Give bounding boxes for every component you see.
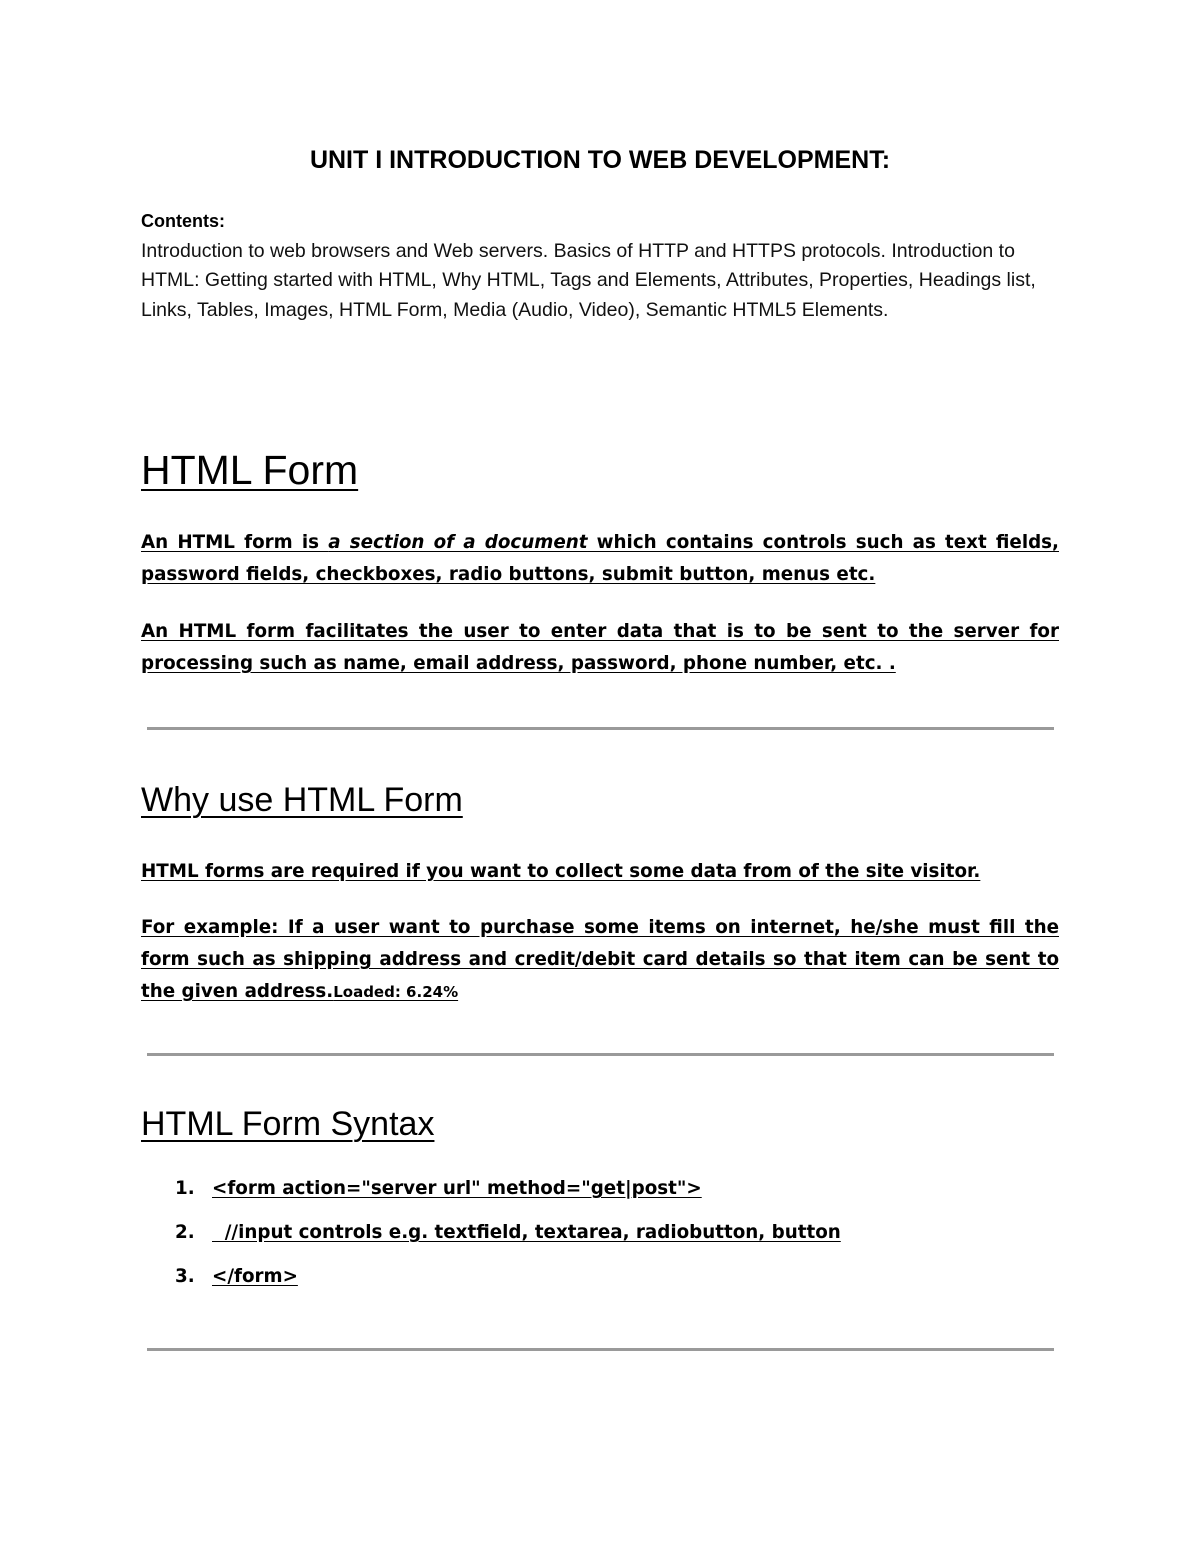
horizontal-divider — [147, 1348, 1054, 1351]
example-text: For example: If a user want to purchase some items on internet, he/she must fill the form such as shipping address and credit/debit card details so that item can be sent to the given address. — [141, 917, 1059, 1002]
section-why-use-html-form — [141, 779, 1059, 1008]
html-form-definition-emphasis: a section of a document — [328, 532, 588, 553]
why-form-paragraph: HTML forms are required if you want to collect some data from of the site visitor. — [141, 861, 981, 882]
example-paragraph — [141, 912, 1059, 1008]
section-heading-html-form-syntax: HTML Form Syntax — [141, 1105, 435, 1143]
syntax-code: </form> — [212, 1266, 298, 1287]
section-html-form-syntax — [141, 1103, 1059, 1305]
horizontal-divider — [147, 1053, 1054, 1056]
syntax-line — [141, 1173, 1059, 1217]
html-form-purpose-paragraph: An HTML form facilitates the user to enter data that is to be sent to the server for processing such as name, email address, password, phone number, etc. . — [141, 621, 1059, 674]
section-html-form — [141, 446, 1059, 680]
contents-block — [141, 207, 1061, 325]
section-heading-why-use-html-form: Why use HTML Form — [141, 781, 463, 819]
syntax-list — [141, 1173, 1059, 1305]
syntax-line-number: 1. — [175, 1178, 195, 1199]
section-heading-html-form: HTML Form — [141, 447, 359, 493]
html-form-definition-paragraph — [141, 527, 1059, 591]
horizontal-divider — [147, 727, 1054, 730]
syntax-code: <form action="server url" method="get|post"> — [212, 1178, 702, 1199]
contents-label: Contents: — [141, 211, 225, 231]
syntax-line — [141, 1261, 1059, 1305]
syntax-line-number: 3. — [175, 1266, 195, 1287]
html-form-definition-start: An HTML form is — [141, 532, 329, 553]
contents-text: Introduction to web browsers and Web servers. Basics of HTTP and HTTPS protocols. Introduction to HTML: Getting started with HTML, Why HTML, Tags and Elements, Attributes, Properties, Headings list, Links, Tables, Images, HTML Form, Media (Audio, Video), Semantic HTML5 Elements. — [141, 239, 1036, 321]
syntax-line — [141, 1217, 1059, 1261]
syntax-code: //input controls e.g. textfield, textarea, radiobutton, button — [212, 1222, 841, 1243]
unit-title: UNIT I INTRODUCTION TO WEB DEVELOPMENT: — [309, 146, 891, 174]
loading-status: Loaded: 6.24% — [333, 983, 459, 1001]
syntax-line-number: 2. — [175, 1222, 195, 1243]
html-form-definition-end: which contains controls such as text fields, password fields, checkboxes, radio buttons, submit button, menus etc. — [141, 532, 1059, 585]
